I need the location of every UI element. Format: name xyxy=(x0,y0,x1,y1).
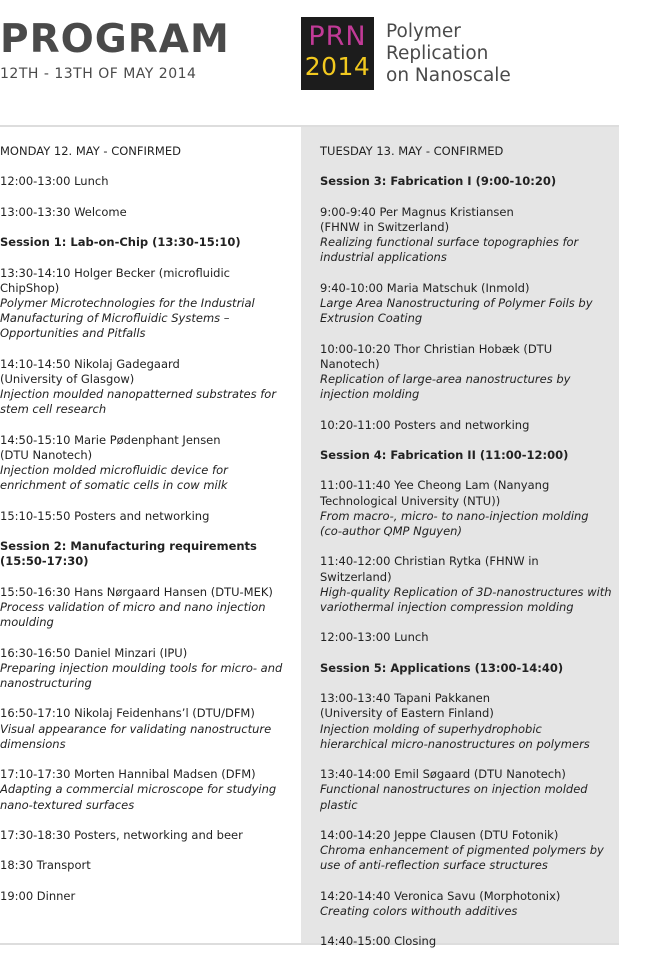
logo-name-line: on Nanoscale xyxy=(386,65,511,86)
talk-title: Polymer Microtechnologies for the Industrial Manufacturing of Microfluidic Systems – Opportunities and Pitfalls xyxy=(0,295,255,341)
schedule-item: 12:00-13:00 Lunch xyxy=(320,630,429,645)
talk-affiliation: (FHNW in Switzerland) xyxy=(320,219,450,234)
schedule-item: 13:00-13:30 Welcome xyxy=(0,204,127,219)
day-heading xyxy=(320,144,612,159)
logo-name-line: Polymer xyxy=(386,21,461,42)
talk-item xyxy=(320,691,612,752)
talk-title: Injection molding of superhydrophobic hierarchical micro-nanostructures on polymers xyxy=(320,721,590,751)
schedule-item: 17:30-18:30 Posters, networking and beer xyxy=(0,827,243,842)
talk-item xyxy=(0,646,292,692)
day-status: - CONFIRMED xyxy=(99,144,181,158)
day-label: TUESDAY 13. MAY xyxy=(320,144,423,158)
talk-affiliation: (University of Glasgow) xyxy=(0,371,135,386)
talk-item xyxy=(320,342,612,403)
talk-title: Visual appearance for validating nanostructure dimensions xyxy=(0,721,272,751)
talk-title: Process validation of micro and nano injection moulding xyxy=(0,599,266,630)
talk-title: Adapting a commercial microscope for studying nano-textured surfaces xyxy=(0,782,277,812)
talk-title: Creating colors withouth additives xyxy=(320,903,518,918)
prn-logo xyxy=(301,17,374,90)
talk-title: From macro-, micro- to nano-injection molding (co-author QMP Nguyen) xyxy=(320,508,589,538)
talk-item xyxy=(0,433,292,494)
talk-affiliation: (University of Eastern Finland) xyxy=(320,706,494,721)
session-heading: Session 3: Fabrication I (9:00-10:20) xyxy=(320,174,557,189)
logo-name-line: Replication xyxy=(386,43,489,64)
talk-item xyxy=(320,767,612,813)
talk-affiliation: (DTU Nanotech) xyxy=(0,447,93,462)
page-title: PROGRAM xyxy=(0,17,230,62)
schedule-item: 18:30 Transport xyxy=(0,858,91,873)
talk-title: Injection molded microfluidic device for enrichment of somatic cells in cow milk xyxy=(0,463,228,493)
talk-item xyxy=(320,828,612,874)
talk-time-speaker: 13:00-13:40 Tapani Pakkanen xyxy=(320,691,491,706)
talk-item xyxy=(0,767,292,813)
logo-conference-name xyxy=(386,21,511,87)
talk-title: Replication of large-area nanostructures by injection molding xyxy=(320,371,571,402)
talk-item xyxy=(320,478,612,539)
talk-time-speaker: 11:40-12:00 Christian Rytka (FHNW in Switzerland) xyxy=(320,554,539,584)
day-heading xyxy=(0,144,292,159)
schedule-item: 12:00-13:00 Lunch xyxy=(0,174,109,189)
talk-title: Functional nanostructures on injection molded plastic xyxy=(320,782,588,812)
session-heading: Session 1: Lab-on-Chip (13:30-15:10) xyxy=(0,235,241,250)
talk-title: Injection moulded nanopatterned substrates for stem cell research xyxy=(0,387,277,417)
talk-time-speaker: 10:00-10:20 Thor Christian Hobæk (DTU Nanotech) xyxy=(320,341,553,371)
schedule-item: 14:40-15:00 Closing xyxy=(320,934,437,949)
day-label: MONDAY 12. MAY xyxy=(0,144,100,158)
talk-title: Realizing functional surface topographies for industrial applications xyxy=(320,235,579,265)
talk-item xyxy=(320,281,612,327)
talk-item xyxy=(320,889,612,919)
talk-item xyxy=(320,205,612,266)
event-dates: 12TH - 13TH OF MAY 2014 xyxy=(0,66,197,82)
talk-time-speaker: 13:30-14:10 Holger Becker (microfluidic ChipShop) xyxy=(0,265,230,295)
talk-time-speaker: 15:50-16:30 Hans Nørgaard Hansen (DTU-MEK) xyxy=(0,584,273,599)
schedule-item: 10:20-11:00 Posters and networking xyxy=(320,417,530,432)
tuesday-column xyxy=(320,144,612,965)
talk-time-speaker: 14:00-14:20 Jeppe Clausen (DTU Fotonik) xyxy=(320,827,559,842)
schedule-item: 15:10-15:50 Posters and networking xyxy=(0,508,210,523)
talk-time-speaker: 13:40-14:00 Emil Søgaard (DTU Nanotech) xyxy=(320,767,566,782)
day-status: - CONFIRMED xyxy=(422,144,504,158)
talk-time-speaker: 14:20-14:40 Veronica Savu (Morphotonix) xyxy=(320,888,561,903)
session-heading: Session 4: Fabrication II (11:00-12:00) xyxy=(320,447,569,462)
talk-item xyxy=(0,706,292,752)
talk-item xyxy=(0,266,292,342)
talk-title: Preparing injection moulding tools for micro- and nanostructuring xyxy=(0,660,283,690)
talk-time-speaker: 16:30-16:50 Daniel Minzari (IPU) xyxy=(0,645,188,660)
talk-item xyxy=(0,585,292,631)
talk-title: Large Area Nanostructuring of Polymer Foils by Extrusion Coating xyxy=(320,295,593,326)
logo-year: 2014 xyxy=(304,52,371,81)
talk-time-speaker: 14:10-14:50 Nikolaj Gadegaard xyxy=(0,356,180,371)
monday-column xyxy=(0,144,292,919)
talk-time-speaker: 9:00-9:40 Per Magnus Kristiansen xyxy=(320,204,514,219)
talk-item xyxy=(320,554,612,615)
talk-time-speaker: 11:00-11:40 Yee Cheong Lam (Nanyang Technological University (NTU)) xyxy=(320,478,550,508)
schedule-item: 19:00 Dinner xyxy=(0,888,76,903)
talk-time-speaker: 16:50-17:10 Nikolaj Feidenhans’l (DTU/DFM) xyxy=(0,706,255,721)
talk-title: Chroma enhancement of pigmented polymers by use of anti-reflection surface structures xyxy=(320,843,604,873)
session-heading: Session 5: Applications (13:00-14:40) xyxy=(320,660,564,675)
talk-time-speaker: 14:50-15:10 Marie Pødenphant Jensen xyxy=(0,432,221,447)
talk-item xyxy=(0,357,292,418)
talk-title: High-quality Replication of 3D-nanostructures with variothermal injection compression molding xyxy=(320,584,612,614)
logo-acronym: PRN xyxy=(308,21,367,52)
talk-time-speaker: 9:40-10:00 Maria Matschuk (Inmold) xyxy=(320,280,530,295)
session-heading: Session 2: Manufacturing requirements (15:50-17:30) xyxy=(0,539,257,569)
talk-time-speaker: 17:10-17:30 Morten Hannibal Madsen (DFM) xyxy=(0,767,256,782)
